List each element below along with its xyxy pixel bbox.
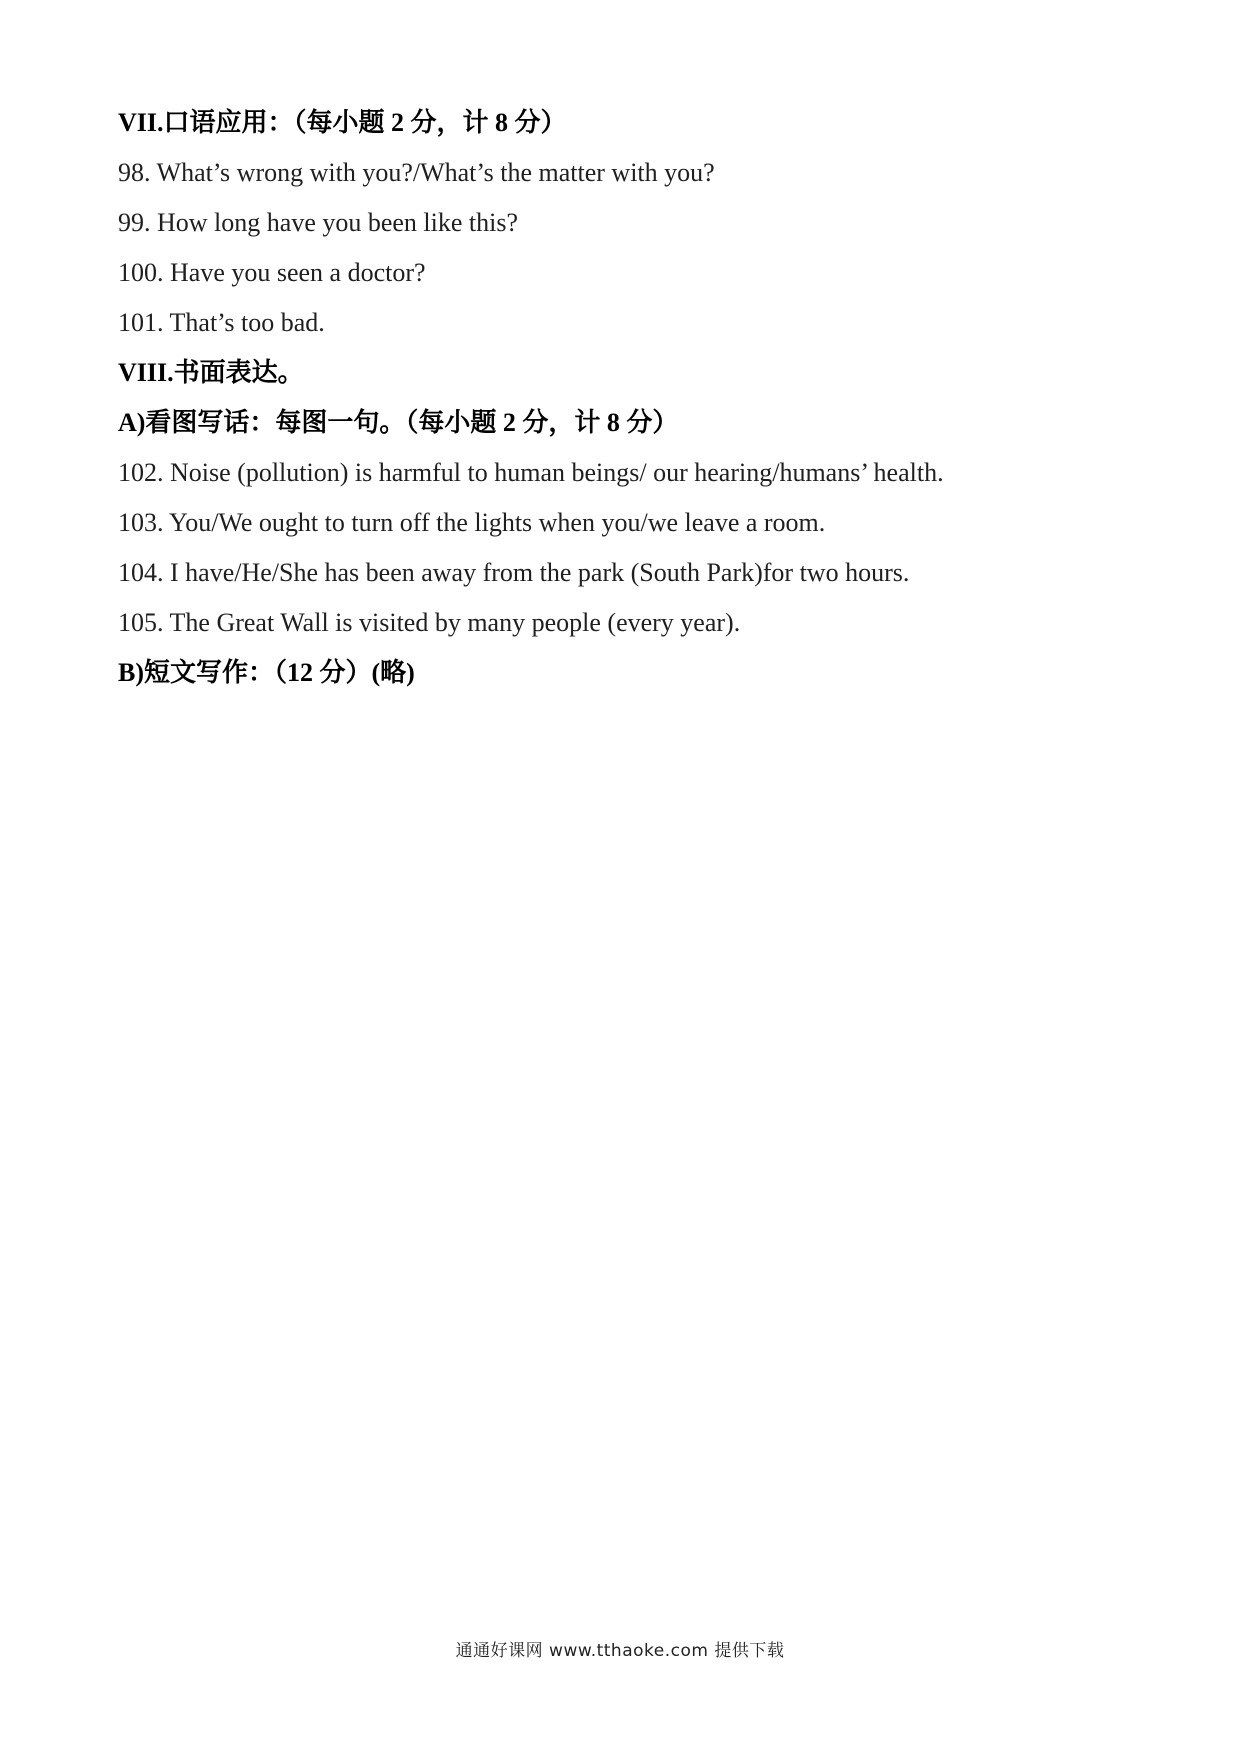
answer-105: 105. The Great Wall is visited by many people (every year).: [118, 608, 741, 637]
answer-100: 100. Have you seen a doctor?: [118, 258, 426, 287]
answer-103: 103. You/We ought to turn off the lights when you/we leave a room.: [118, 508, 826, 537]
section-8-part-b-heading: B)短文写作：（12 分）(略): [118, 658, 415, 687]
section-8-heading: VIII.书面表达。: [118, 358, 304, 387]
section-7-heading: VII.口语应用：（每小题 2 分，计 8 分）: [118, 108, 567, 137]
answer-99: 99. How long have you been like this?: [118, 208, 519, 237]
answer-102: 102. Noise (pollution) is harmful to human beings/ our hearing/humans’ health.: [118, 458, 944, 487]
answer-101: 101. That’s too bad.: [118, 308, 325, 337]
answer-104: 104. I have/He/She has been away from the park (South Park)for two hours.: [118, 558, 910, 587]
footer-source-note: 通通好课网 www.tthaoke.com 提供下载: [455, 1641, 785, 1661]
answer-98: 98. What’s wrong with you?/What’s the matter with you?: [118, 158, 715, 187]
answer-key-content: [118, 98, 1138, 698]
section-8-part-a-heading: A)看图写话：每图一句。（每小题 2 分，计 8 分）: [118, 408, 679, 437]
